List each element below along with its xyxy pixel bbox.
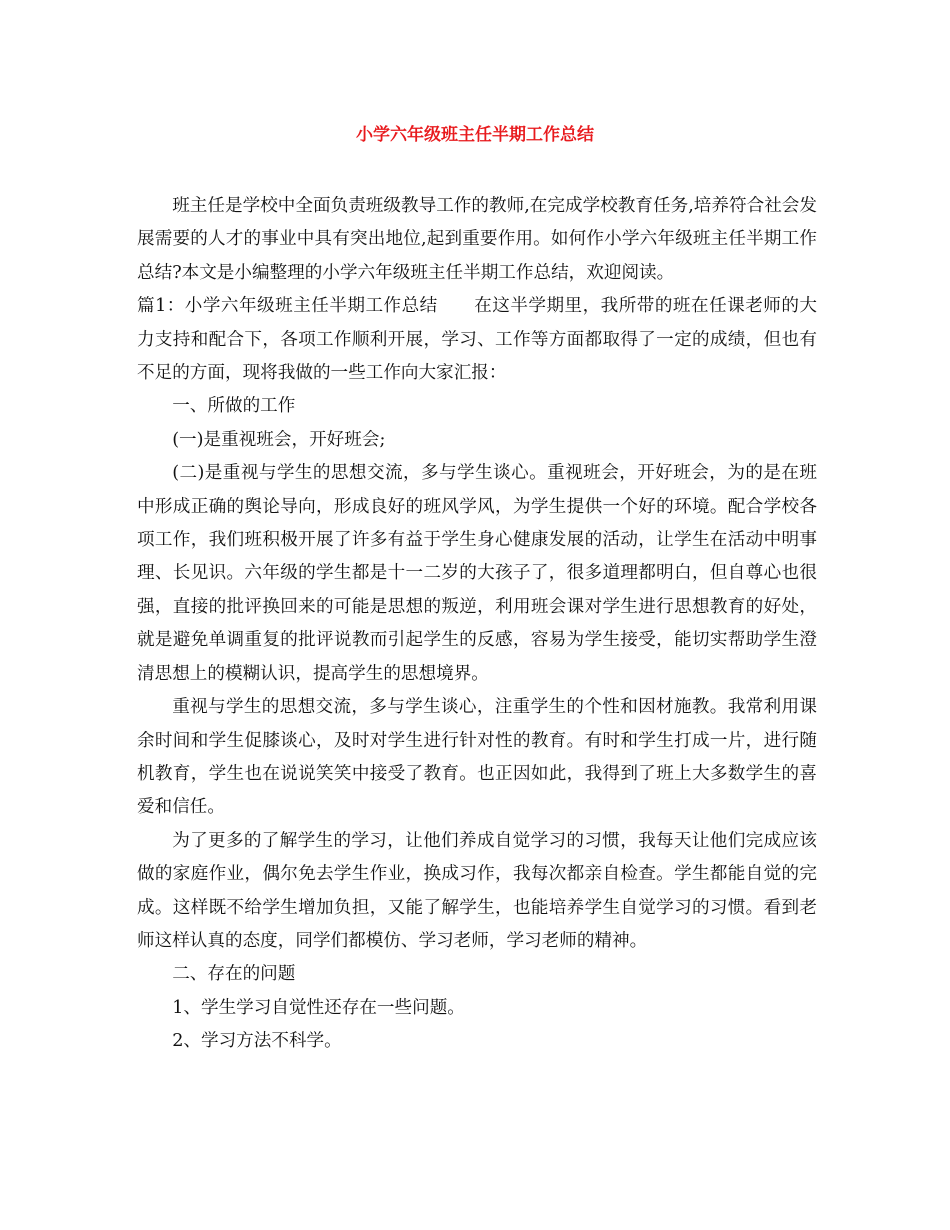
document-body xyxy=(137,190,817,1059)
document-title: 小学六年级班主任半期工作总结 xyxy=(356,125,594,145)
heading-problems: 二、存在的问题 xyxy=(172,964,296,985)
list-item-2: (二)是重视与学生的思想交流，多与学生谈心。重视班会，开好班会，为的是在班中形成正确的舆论导向，形成良好的班风学风，为学生提供一个好的环境。配合学校各项工作，我们班积极开展了许多有益于学生身心健康发展的活动，让学生在活动中明事理、长见识。六年级的学生都是十一二岁的大孩子了，很多道理都明白，但自尊心也很强，直接的批评换回来的可能是思想的叛逆，利用班会课对学生进行思想教育的好处，就是避免单调重复的批评说教而引起学生的反感，容易为学生接受，能切实帮助学生澄清思想上的模糊认识，提高学生的思想境界。 xyxy=(137,463,817,684)
list-item-1: (一)是重视班会，开好班会; xyxy=(172,429,386,450)
section-heading: 篇1：小学六年级班主任半期工作总结 xyxy=(137,296,438,317)
section-intro-text: 在这半学期里，我所带的班在任课老师的大力支持和配合下，各项工作顺利开展，学习、工作等方面都取得了一定的成绩，但也有不足的方面，现将我做的一些工作向大家汇报： xyxy=(137,296,817,384)
paragraph-homework: 为了更多的了解学生的学习，让他们养成自觉学习的习惯，我每天让他们完成应该做的家庭作业，偶尔免去学生作业，换成习作，我每次都亲自检查。学生都能自觉的完成。这样既不给学生增加负担，又能了解学生，也能培养学生自觉学习的习惯。看到老师这样认真的态度，同学们都模仿、学习老师，学习老师的精神。 xyxy=(137,830,817,951)
heading-work-done: 一、所做的工作 xyxy=(172,396,296,417)
problem-item-2: 2、学习方法不科学。 xyxy=(172,1031,342,1052)
paragraph-communication: 重视与学生的思想交流，多与学生谈心，注重学生的个性和因材施教。我常利用课余时间和学生促膝谈心，及时对学生进行针对性的教育。有时和学生打成一片，进行随机教育，学生也在说说笑笑中接受了教育。也正因如此，我得到了班上大多数学生的喜爱和信任。 xyxy=(137,697,817,818)
paragraph-section-1 xyxy=(137,290,817,390)
problem-item-1: 1、学生学习自觉性还存在一些问题。 xyxy=(172,997,465,1018)
paragraph-intro: 班主任是学校中全面负责班级教导工作的教师,在完成学校教育任务,培养符合社会发展需要的人才的事业中具有突出地位,起到重要作用。如何作小学六年级班主任半期工作总结?本文是小编整理的小学六年级班主任半期工作总结，欢迎阅读。 xyxy=(137,196,817,283)
